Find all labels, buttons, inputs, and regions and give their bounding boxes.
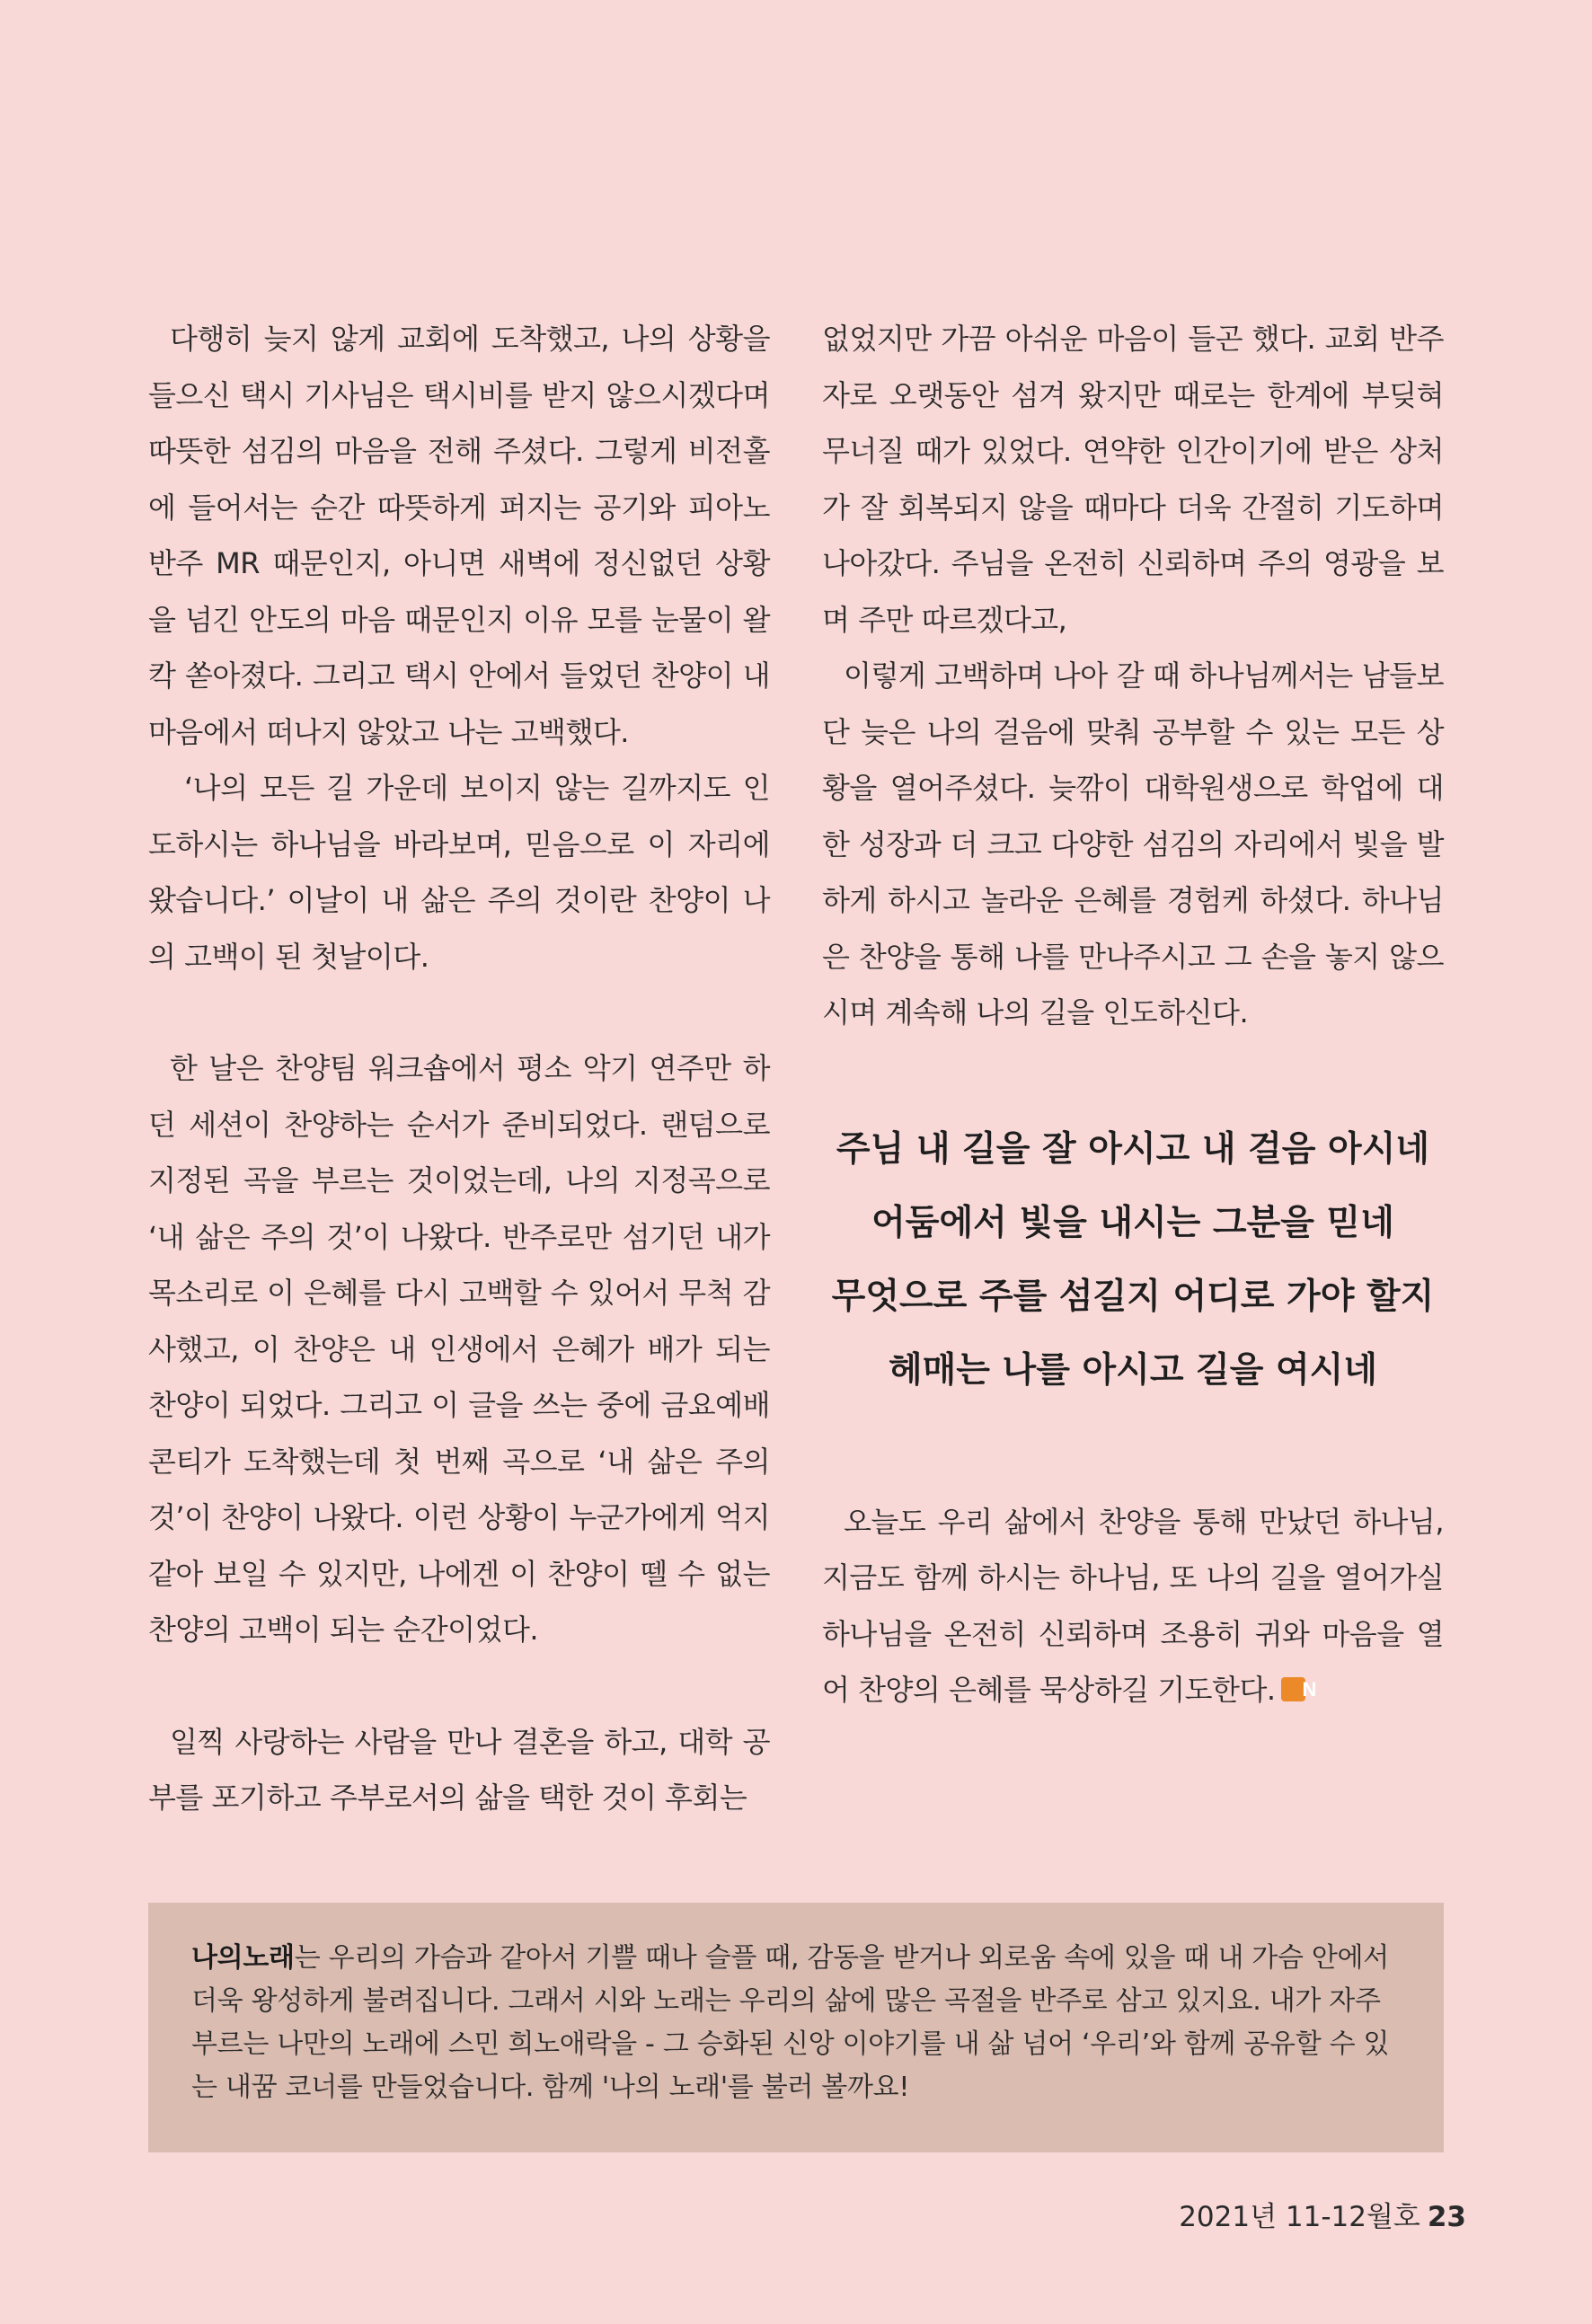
end-mark-logo: N <box>1281 1677 1305 1701</box>
body-paragraph: 다행히 늦지 않게 교회에 도착했고, 나의 상황을 들으신 택시 기사님은 택시비를 받지 않으시겠다며 따뜻한 섬김의 마음을 전해 주셨다. 그렇게 비전홀에 들어서는 순간 따뜻하게 퍼지는 공기와 피아노 반주 MR 때문인지, 아니면 새벽에 정신없던 상황을 넘긴 안도의 마음 때문인지 이유 모를 눈물이 왈칵 쏟아졌다. 그리고 택시 안에서 들었던 찬양이 내 마음에서 떠나지 않았고 나는 고백했다. <box>148 322 770 749</box>
page-footer <box>1179 2194 1466 2234</box>
body-paragraph: ‘나의 모든 길 가운데 보이지 않는 길까지도 인도하시는 하나님을 바라보며, 믿음으로 이 자리에 왔습니다.’ 이날이 내 삶은 주의 것이란 찬양이 나의 고백이 된 첫날이다. <box>148 771 770 974</box>
body-paragraph: 일찍 사랑하는 사람을 만나 결혼을 하고, 대학 공부를 포기하고 주부로서의 삶을 택한 것이 후회는 <box>148 1724 770 1815</box>
issue-label: 2021년 11-12월호 <box>1179 2201 1420 2233</box>
page-number: 23 <box>1427 2201 1466 2233</box>
info-title: 나의노래 <box>191 1942 295 1974</box>
info-box <box>148 1903 1444 2152</box>
lyric-line: 무엇으로 주를 섬길지 어디로 가야 할지 <box>831 1276 1435 1317</box>
body-paragraph: 한 날은 찬양팀 워크숍에서 평소 악기 연주만 하던 세션이 찬양하는 순서가 준비되었다. 랜덤으로 지정된 곡을 부르는 것이었는데, 나의 지정곡으로 ‘내 삶은 주의 것’이 나왔다. 반주로만 섬기던 내가 목소리로 이 은혜를 다시 고백할 수 있어서 무척 감사했고, 이 찬양은 내 인생에서 은혜가 배가 되는 찬양이 되었다. 그리고 이 글을 쓰는 중에 금요예배 콘티가 도착했는데 첫 번째 곡으로 ‘내 삶은 주의 것’이 찬양이 나왔다. 이런 상황이 누군가에게 억지 같아 보일 수 있지만, 나에겐 이 찬양이 뗄 수 없는 찬양의 고백이 되는 순간이었다. <box>148 1051 770 1647</box>
lyrics-block <box>822 1113 1444 1408</box>
lyric-line: 주님 내 길을 잘 아시고 내 걸음 아시네 <box>836 1128 1430 1170</box>
info-text <box>191 1937 1399 2109</box>
lyric-line: 어둠에서 빛을 내시는 그분을 믿네 <box>871 1202 1394 1243</box>
closing-text: 오늘도 우리 삶에서 찬양을 통해 만났던 하나님, 지금도 함께 하시는 하나님, 또 나의 길을 열어가실 하나님을 온전히 신뢰하며 조용히 귀와 마음을 열어 찬양의 은혜를 묵상하길 기도한다. <box>822 1504 1444 1707</box>
closing-paragraph <box>822 1494 1444 1719</box>
left-column <box>148 311 770 1826</box>
body-paragraph: 없었지만 가끔 아쉬운 마음이 들곤 했다. 교회 반주자로 오랫동안 섬겨 왔지만 때로는 한계에 부딪혀 무너질 때가 있었다. 연약한 인간이기에 받은 상처가 잘 회복되지 않을 때마다 더욱 간절히 기도하며 나아갔다. 주님을 온전히 신뢰하며 주의 영광을 보며 주만 따르겠다고, <box>822 322 1444 637</box>
body-paragraph: 이렇게 고백하며 나아 갈 때 하나님께서는 남들보단 늦은 나의 걸음에 맞춰 공부할 수 있는 모든 상황을 열어주셨다. 늦깎이 대학원생으로 학업에 대한 성장과 더 크고 다양한 섬김의 자리에서 빛을 발하게 하시고 놀라운 은혜를 경험케 하셨다. 하나님은 찬양을 통해 나를 만나주시고 그 손을 놓지 않으시며 계속해 나의 길을 인도하신다. <box>822 658 1444 1029</box>
lyric-line: 헤매는 나를 아시고 길을 여시네 <box>888 1349 1378 1391</box>
right-column <box>822 311 1444 1719</box>
info-body: 는 우리의 가슴과 같아서 기쁠 때나 슬플 때, 감동을 받거나 외로움 속에 있을 때 내 가슴 안에서 더욱 왕성하게 불려집니다. 그래서 시와 노래는 우리의 삶에 많은 곡절을 반주로 삼고 있지요. 내가 자주 부르는 나만의 노래에 스민 희노애락을 - 그 승화된 신앙 이야기를 내 삶 넘어 ‘우리’와 함께 공유할 수 있는 내꿈 코너를 만들었습니다. 함께 '나의 노래'를 불러 볼까요! <box>191 1942 1390 2103</box>
